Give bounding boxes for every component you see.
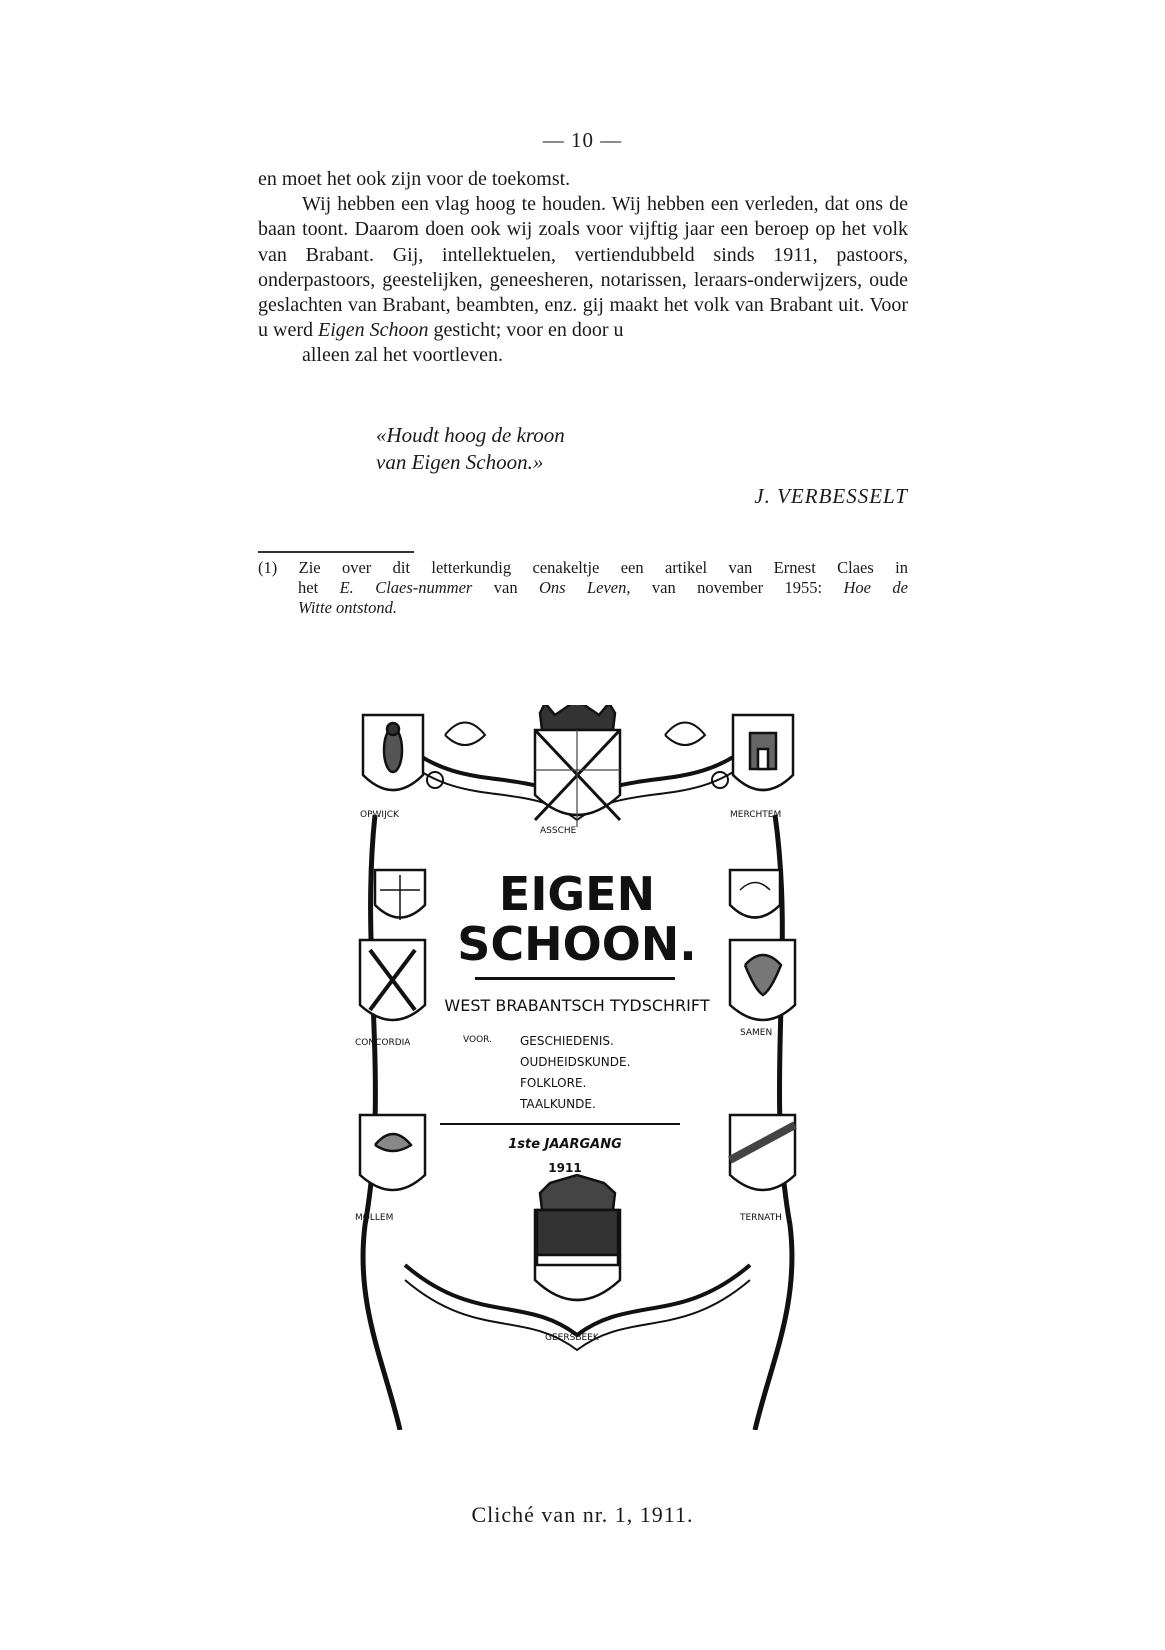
footnote-text-2e: van november 1955: xyxy=(630,578,844,597)
cover-title-line-1: EIGEN xyxy=(498,867,656,921)
quote-line-2: van Eigen Schoon.» xyxy=(376,450,544,474)
bottom-right-shield xyxy=(730,1115,795,1190)
top-center-shield xyxy=(535,705,620,827)
footnote-rule xyxy=(258,551,414,553)
cover-subject-2: OUDHEIDSKUNDE. xyxy=(520,1055,631,1069)
banner-top-center: ASSCHE xyxy=(540,826,577,836)
cover-subtitle: WEST BRABANTSCH TYDSCHRIFT xyxy=(444,996,710,1015)
mid-left-shield-2 xyxy=(360,940,425,1020)
bottom-left-shield xyxy=(360,1115,425,1190)
footnote-text-2d: Ons Leven, xyxy=(538,578,631,597)
paragraph-2-last: alleen zal het voortleven. xyxy=(302,344,504,367)
cover-subject-3: FOLKLORE. xyxy=(520,1076,587,1090)
page-number: — 10 — xyxy=(542,128,623,152)
signature: J. VERBESSELT xyxy=(754,484,908,508)
body-text xyxy=(258,167,908,369)
top-left-shield xyxy=(363,715,423,790)
cover-subject-4: TAALKUNDE. xyxy=(520,1097,596,1111)
cover-subject-1: GESCHIEDENIS. xyxy=(520,1034,614,1048)
footnote-line-1 xyxy=(258,558,908,578)
banner-top-right: MERCHTEM xyxy=(730,810,782,820)
footnote-line-3: Witte ontstond. xyxy=(298,598,397,617)
top-right-shield xyxy=(733,715,793,790)
footnote-text-2c: van xyxy=(472,578,539,597)
paragraph-1: en moet het ook zijn voor de toekomst. xyxy=(258,168,571,190)
mid-right-shield-1 xyxy=(730,870,780,918)
banner-bottom-right: TERNATH xyxy=(740,1213,782,1223)
cover-title-line-2: SCHOON. xyxy=(457,917,697,971)
footnote-text-2a: het xyxy=(298,578,340,597)
banner-bottom-center: GEERSBEEK xyxy=(545,1333,599,1343)
cover-illustration xyxy=(345,705,810,1430)
paragraph-2-title: Eigen Schoon xyxy=(317,319,429,342)
cover-year: 1911 xyxy=(548,1161,582,1175)
cover-jaargang: 1ste JAARGANG xyxy=(508,1137,622,1152)
footnote-marker: (1) xyxy=(258,558,278,577)
banner-bottom-left: MOLLEM xyxy=(355,1213,394,1223)
footnote-text-2b: E. Claes-nummer xyxy=(339,578,473,597)
footnote xyxy=(258,558,908,618)
illustration-caption: Cliché van nr. 1, 1911. xyxy=(471,1502,694,1527)
quote xyxy=(376,422,565,476)
paragraph-2 xyxy=(258,192,908,368)
mid-right-shield-2 xyxy=(730,940,795,1020)
paragraph-2-main: Wij hebben een vlag hoog te houden. Wij hebben een verleden, dat ons de baan toont. Daarom doen ook wij zoals voor vijftig jaar een beroep op het volk van Brabant. Gij, intellektuelen, vertiendubbeld sinds 1911, pastoors, onderpastoors, geestelijken, geneesheren, notarissen, leraars-onderwijzers, oude geslachten van Brabant, beambten, enz. gij maakt het volk van Brabant uit. Voor u werd xyxy=(258,193,908,342)
mid-left-shield-1 xyxy=(375,870,425,920)
cover-voor: VOOR. xyxy=(463,1035,492,1045)
banner-mid-right: SAMEN xyxy=(740,1028,773,1038)
paragraph-2-after: gesticht; voor en door u xyxy=(428,319,624,342)
footnote-text-2f: Hoe de xyxy=(843,578,908,597)
quote-line-1: «Houdt hoog de kroon xyxy=(376,423,565,447)
footnote-continuation xyxy=(258,578,908,618)
bottom-center-shield xyxy=(535,1175,620,1300)
footnote-text-1: Zie over dit letterkundig cenakeltje een artikel van Ernest Claes in xyxy=(298,558,908,577)
banner-top-left: OPWIJCK xyxy=(360,810,399,820)
footnote-line-2 xyxy=(298,578,908,598)
banner-mid-left: CONCORDIA xyxy=(355,1038,411,1048)
